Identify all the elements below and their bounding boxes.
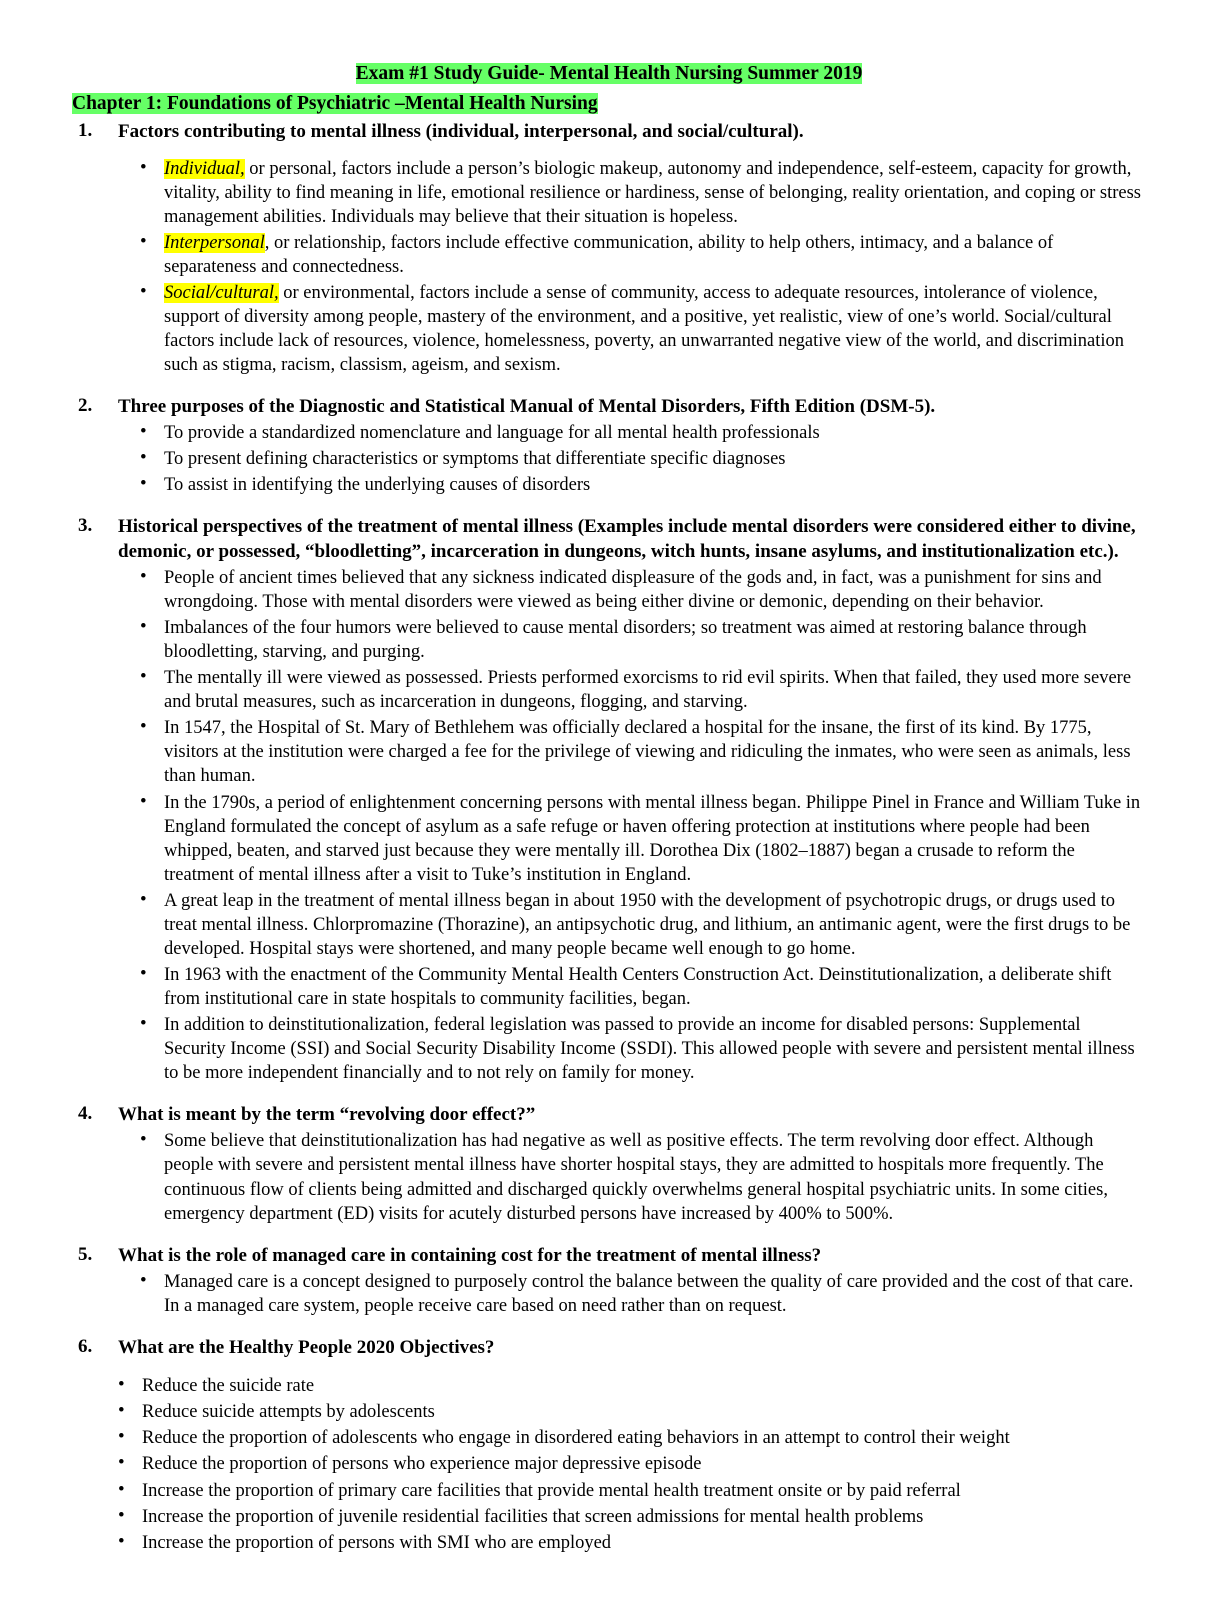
list-item-text: To present defining characteristics or symptoms that differentiate specific diagnoses — [164, 449, 786, 470]
list-item-text: Managed care is a concept designed to purposely control the balance between the quality of care provided and the cost of that care. In a managed care system, people receive care based on need rather than on request. — [164, 1271, 1134, 1316]
list-item — [118, 716, 1146, 788]
list-item-text: Reduce the proportion of persons who experience major depressive episode — [142, 1454, 702, 1475]
question-text: What is the role of managed care in containing cost for the treatment of mental illness? — [118, 1244, 822, 1266]
question-item — [72, 1244, 1146, 1318]
list-item — [118, 566, 1146, 614]
document-title-text: Exam #1 Study Guide- Mental Health Nursing Summer 2019 — [355, 63, 863, 84]
list-item — [118, 421, 1146, 445]
chapter-heading-text: Chapter 1: Foundations of Psychiatric –Mental Health Nursing — [72, 92, 598, 114]
list-item — [118, 1129, 1146, 1225]
bullet-list — [118, 566, 1146, 1085]
list-item-text: In 1547, the Hospital of St. Mary of Bethlehem was officially declared a hospital for the insane, the first of its kind. By 1775, visitors at the institution were charged a fee for the privilege of viewing and ridiculing the inmates, who were seen as animals, less than human. — [164, 718, 1131, 787]
list-item-text: , or relationship, factors include effective communication, ability to help others, intimacy, and a balance of separateness and connectedness. — [164, 232, 1054, 277]
list-item — [118, 791, 1146, 887]
list-item — [118, 447, 1146, 471]
question-text: Historical perspectives of the treatment of mental illness (Examples include mental disorders were considered either to divine, demonic, or possessed, “bloodletting”, incarceration in dungeons, witch hunts, insane asylums, and institutionalization etc.). — [118, 516, 1136, 562]
list-item — [118, 1013, 1146, 1085]
bullet-list — [118, 421, 1146, 497]
list-item — [96, 1426, 1146, 1450]
bullet-list — [118, 157, 1146, 377]
list-item — [96, 1452, 1146, 1476]
list-item-text: To provide a standardized nomenclature and language for all mental health professionals — [164, 423, 820, 444]
question-item — [72, 1336, 1146, 1555]
bullet-list — [118, 1129, 1146, 1225]
list-item — [96, 1479, 1146, 1503]
document-title — [72, 62, 1146, 87]
term-highlight: Interpersonal — [164, 232, 265, 253]
question-item — [72, 395, 1146, 497]
list-item — [118, 963, 1146, 1011]
list-item — [118, 473, 1146, 497]
list-item — [118, 231, 1146, 279]
list-item — [118, 666, 1146, 714]
list-item-text: Reduce the proportion of adolescents who engage in disordered eating behaviors in an attempt to control their weight — [142, 1428, 1010, 1449]
list-item-text: Increase the proportion of juvenile residential facilities that screen admissions for mental health problems — [142, 1506, 924, 1527]
question-item — [72, 515, 1146, 1085]
term-highlight: Individual, — [164, 158, 245, 179]
list-item — [118, 889, 1146, 961]
list-item-text: or environmental, factors include a sense of community, access to adequate resources, intolerance of violence, support of diversity among people, mastery of the environment, and a positive, yet realistic, view of one’s world. Social/cultural factors include lack of resources, violence, homelessness, poverty, an unwarranted negative view of the world, and discrimination such as stigma, racism, classism, ageism, and sexism. — [164, 282, 1124, 375]
bullet-list — [118, 1270, 1146, 1318]
question-number: 5. — [78, 1243, 93, 1265]
question-number: 3. — [78, 515, 93, 537]
list-item-text: Reduce suicide attempts by adolescents — [142, 1402, 435, 1423]
list-item-text: In addition to deinstitutionalization, federal legislation was passed to provide an income for disabled persons: Supplemental Security Income (SSI) and Social Security Disability Income (SSDI). This allowed people with severe and persistent mental illness to be more independent financially and to not rely on family for money. — [164, 1014, 1135, 1084]
question-item — [72, 1103, 1146, 1226]
list-item-text: Increase the proportion of primary care facilities that provide mental health treatment onsite or by paid referral — [142, 1480, 961, 1501]
list-item-text: A great leap in the treatment of mental illness began in about 1950 with the development of psychotropic drugs, or drugs used to treat mental illness. Chlorpromazine (Thorazine), an antipsychotic drug, and lithium, an antimanic agent, were the first drugs to be developed. Hospital stays were shortened, and many people became well enough to go home. — [164, 890, 1131, 959]
question-number: 4. — [78, 1103, 93, 1125]
list-item — [96, 1400, 1146, 1424]
list-item — [96, 1531, 1146, 1555]
list-item-text: Reduce the suicide rate — [142, 1376, 315, 1397]
list-item-text: To assist in identifying the underlying causes of disorders — [164, 475, 591, 496]
question-text: What is meant by the term “revolving door effect?” — [118, 1104, 536, 1126]
question-text: What are the Healthy People 2020 Objectives? — [118, 1337, 495, 1358]
list-item-text: Some believe that deinstitutionalization has had negative as well as positive effects. The term revolving door effect. Although people with severe and persistent mental illness have shorter hospital stays, they are admitted to hospitals more frequently. The continuous flow of clients being admitted and discharged quickly overwhelms general hospital psychiatric units. In some cities, emergency department (ED) visits for acutely disturbed persons have increased by 400% to 500%. — [164, 1131, 1108, 1224]
list-item — [96, 1374, 1146, 1398]
list-item-text: In the 1790s, a period of enlightenment concerning persons with mental illness began. Philippe Pinel in France and William Tuke in England formulated the concept of asylum as a safe refuge or haven offering protection at institutions where people had been whipped, beaten, and starved just because they were mentally ill. Dorothea Dix (1802–1887) began a crusade to reform the treatment of mental illness after a visit to Tuke’s institution in England. — [164, 792, 1141, 885]
list-item-text: Increase the proportion of persons with SMI who are employed — [142, 1532, 612, 1553]
term-highlight: Social/cultural, — [164, 282, 279, 303]
bullet-list — [96, 1374, 1146, 1554]
list-item-text: The mentally ill were viewed as possessed. Priests performed exorcisms to rid evil spirits. When that failed, they used more severe and brutal measures, such as incarceration in dungeons, flogging, and starving. — [164, 668, 1132, 713]
question-number: 1. — [78, 120, 93, 142]
question-number: 2. — [78, 395, 93, 417]
question-list — [72, 120, 1146, 1554]
list-item — [96, 1505, 1146, 1529]
list-item-text: Imbalances of the four humors were believed to cause mental disorders; so treatment was aimed at restoring balance through bloodletting, starving, and purging. — [164, 618, 1087, 663]
list-item — [118, 616, 1146, 664]
chapter-heading — [72, 91, 1146, 116]
list-item — [118, 281, 1146, 377]
question-text: Factors contributing to mental illness (individual, interpersonal, and social/cultural). — [118, 121, 804, 143]
list-item-text: In 1963 with the enactment of the Community Mental Health Centers Construction Act. Deinstitutionalization, a deliberate shift from institutional care in state hospitals to community facilities, began. — [164, 964, 1112, 1009]
list-item-text: or personal, factors include a person’s biologic makeup, autonomy and independence, self-esteem, capacity for growth, vitality, ability to find meaning in life, emotional resilience or hardiness, sense of belonging, reality orientation, and coping or stress management abilities. Individuals may believe that their situation is hopeless. — [164, 158, 1142, 227]
question-item — [72, 120, 1146, 377]
question-text: Three purposes of the Diagnostic and Statistical Manual of Mental Disorders, Fifth Edition (DSM-5). — [118, 396, 936, 418]
list-item-text: People of ancient times believed that any sickness indicated displeasure of the gods and, in fact, was a punishment for sins and wrongdoing. Those with mental disorders were viewed as being either divine or demonic, depending on their behavior. — [164, 568, 1102, 613]
list-item — [118, 1270, 1146, 1318]
list-item — [118, 157, 1146, 229]
question-number: 6. — [78, 1336, 93, 1357]
